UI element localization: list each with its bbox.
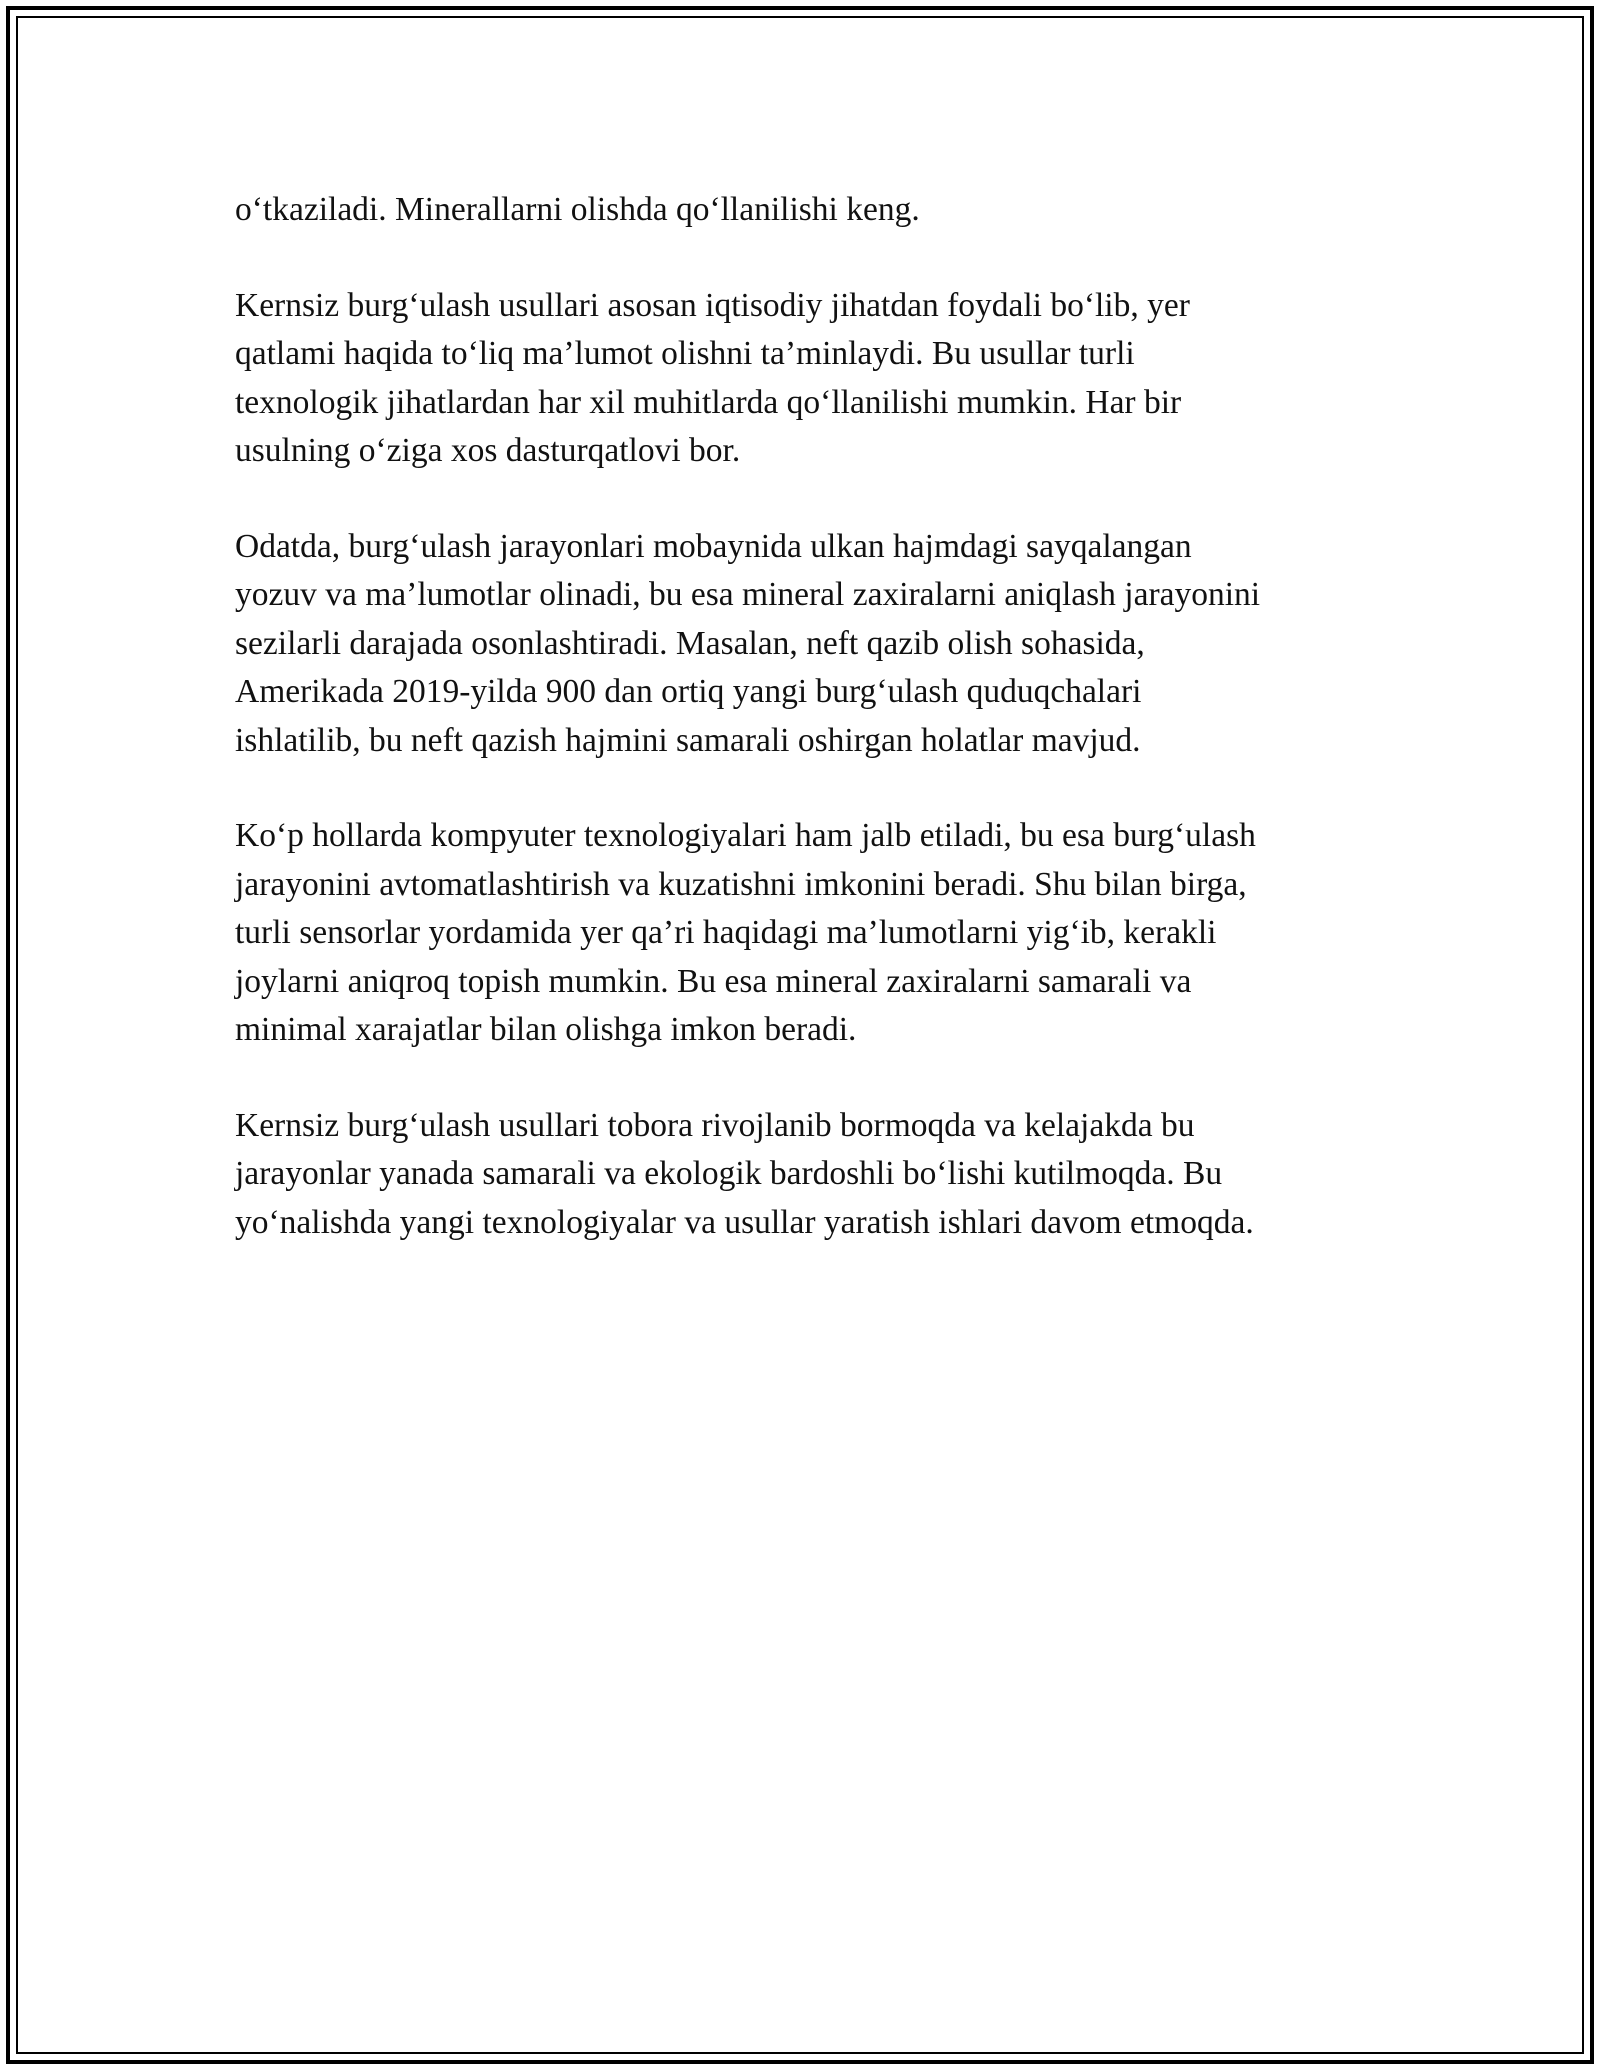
paragraph-5: Kernsiz burg‘ulash usullari tobora rivojlanib bormoqda va kelajakda bu jarayonlar yanada samarali va ekologik bardoshli bo‘lishi kutilmoqda. Bu yo‘nalishda yangi texnologiyalar va usullar yaratish ishlari davom etmoqda. <box>235 1106 1254 1241</box>
paragraph-4: Ko‘p hollarda kompyuter texnologiyalari ham jalb etiladi, bu esa burg‘ulash jarayonini avtomatlashtirish va kuzatishni imkonini beradi. Shu bilan birga, turli sensorlar yordamida yer qa’ri haqidagi ma’lumotlarni yig‘ib, kerakli joylarni aniqroq topish mumkin. Bu esa mineral zaxiralarni samarali va minimal xarajatlar bilan olishga imkon beradi. <box>235 817 1256 1048</box>
paragraph-2: Kernsiz burg‘ulash usullari asosan iqtisodiy jihatdan foydali bo‘lib, yer qatlami haqida to‘liq ma’lumot olishni ta’minlaydi. Bu usullar turli texnologik jihatlardan har xil muhitlarda qo‘llanilishi mumkin. Har bir usulning o‘ziga xos dasturqatlovi bor. <box>235 286 1190 469</box>
document-body <box>235 186 1395 1294</box>
paragraph-1: o‘tkaziladi. Minerallarni olishda qo‘llanilishi keng. <box>235 191 920 228</box>
paragraph-3: Odatda, burg‘ulash jarayonlari mobaynida ulkan hajmdagi sayqalangan yozuv va ma’lumotlar olinadi, bu esa mineral zaxiralarni aniqlash jarayonini sezilarli darajada osonlashtiradi. Masalan, neft qazib olish sohasida, Amerikada 2019-yilda 900 dan ortiq yangi burg‘ulash quduqchalari ishlatilib, bu neft qazish hajmini samarali oshirgan holatlar mavjud. <box>235 527 1261 759</box>
